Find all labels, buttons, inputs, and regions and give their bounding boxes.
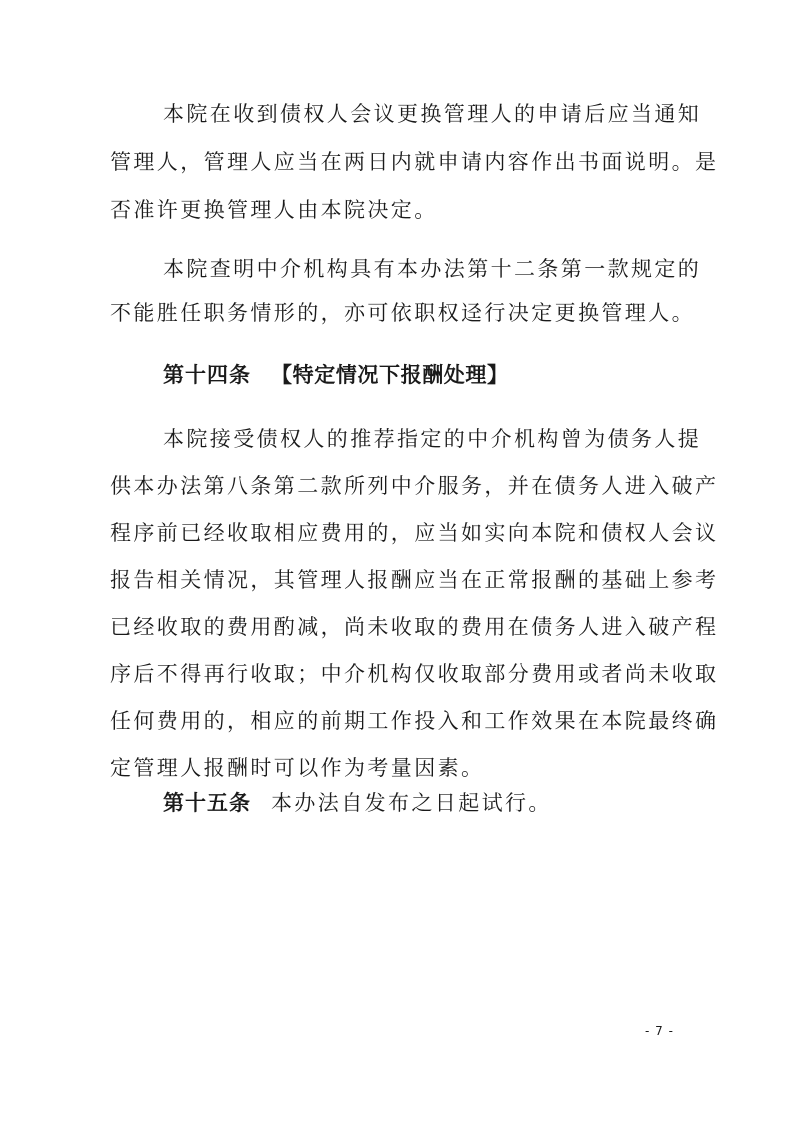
article-14-title: 【特定情况下报酬处理】 [271, 362, 509, 387]
article-14-line-4: 报告相关情况，其管理人报酬应当在正常报酬的基础上参考 [110, 568, 719, 592]
article-14-heading [163, 361, 743, 389]
article-14-number: 第十四条 [163, 362, 251, 387]
article-14-line-7: 任何费用的，相应的前期工作投入和工作效果在本院最终确 [110, 709, 719, 733]
page-number: - 7 - [645, 1024, 674, 1038]
article-14-line-1: 本院接受债权人的推荐指定的中介机构曾为债务人提 [163, 427, 702, 451]
article-14-line-2: 供本办法第八条第二款所列中介服务，并在债务人进入破产 [110, 474, 719, 498]
article-15 [163, 789, 743, 817]
article-14-line-5: 已经收取的费用酌减，尚未收取的费用在债务人进入破产程 [110, 615, 719, 639]
paragraph-1-line-3: 否准许更换管理人由本院决定。 [110, 198, 438, 222]
paragraph-1-line-1: 本院在收到债权人会议更换管理人的申请后应当通知 [163, 102, 702, 126]
article-14-line-3: 程序前已经收取相应费用的，应当如实向本院和债权人会议 [110, 521, 719, 545]
article-14-line-8: 定管理人报酬时可以作为考量因素。 [110, 756, 485, 780]
paragraph-1-line-2: 管理人，管理人应当在两日内就申请内容作出书面说明。是 [110, 150, 719, 174]
article-15-number: 第十五条 [163, 790, 251, 815]
article-15-text: 本办法自发布之日起试行。 [271, 791, 552, 815]
paragraph-2-line-2: 不能胜任职务情形的，亦可依职权迳行决定更换管理人。 [110, 301, 695, 325]
paragraph-2-line-1: 本院查明中介机构具有本办法第十二条第一款规定的 [163, 257, 702, 281]
article-14-line-6: 序后不得再行收取；中介机构仅收取部分费用或者尚未收取 [110, 662, 719, 686]
